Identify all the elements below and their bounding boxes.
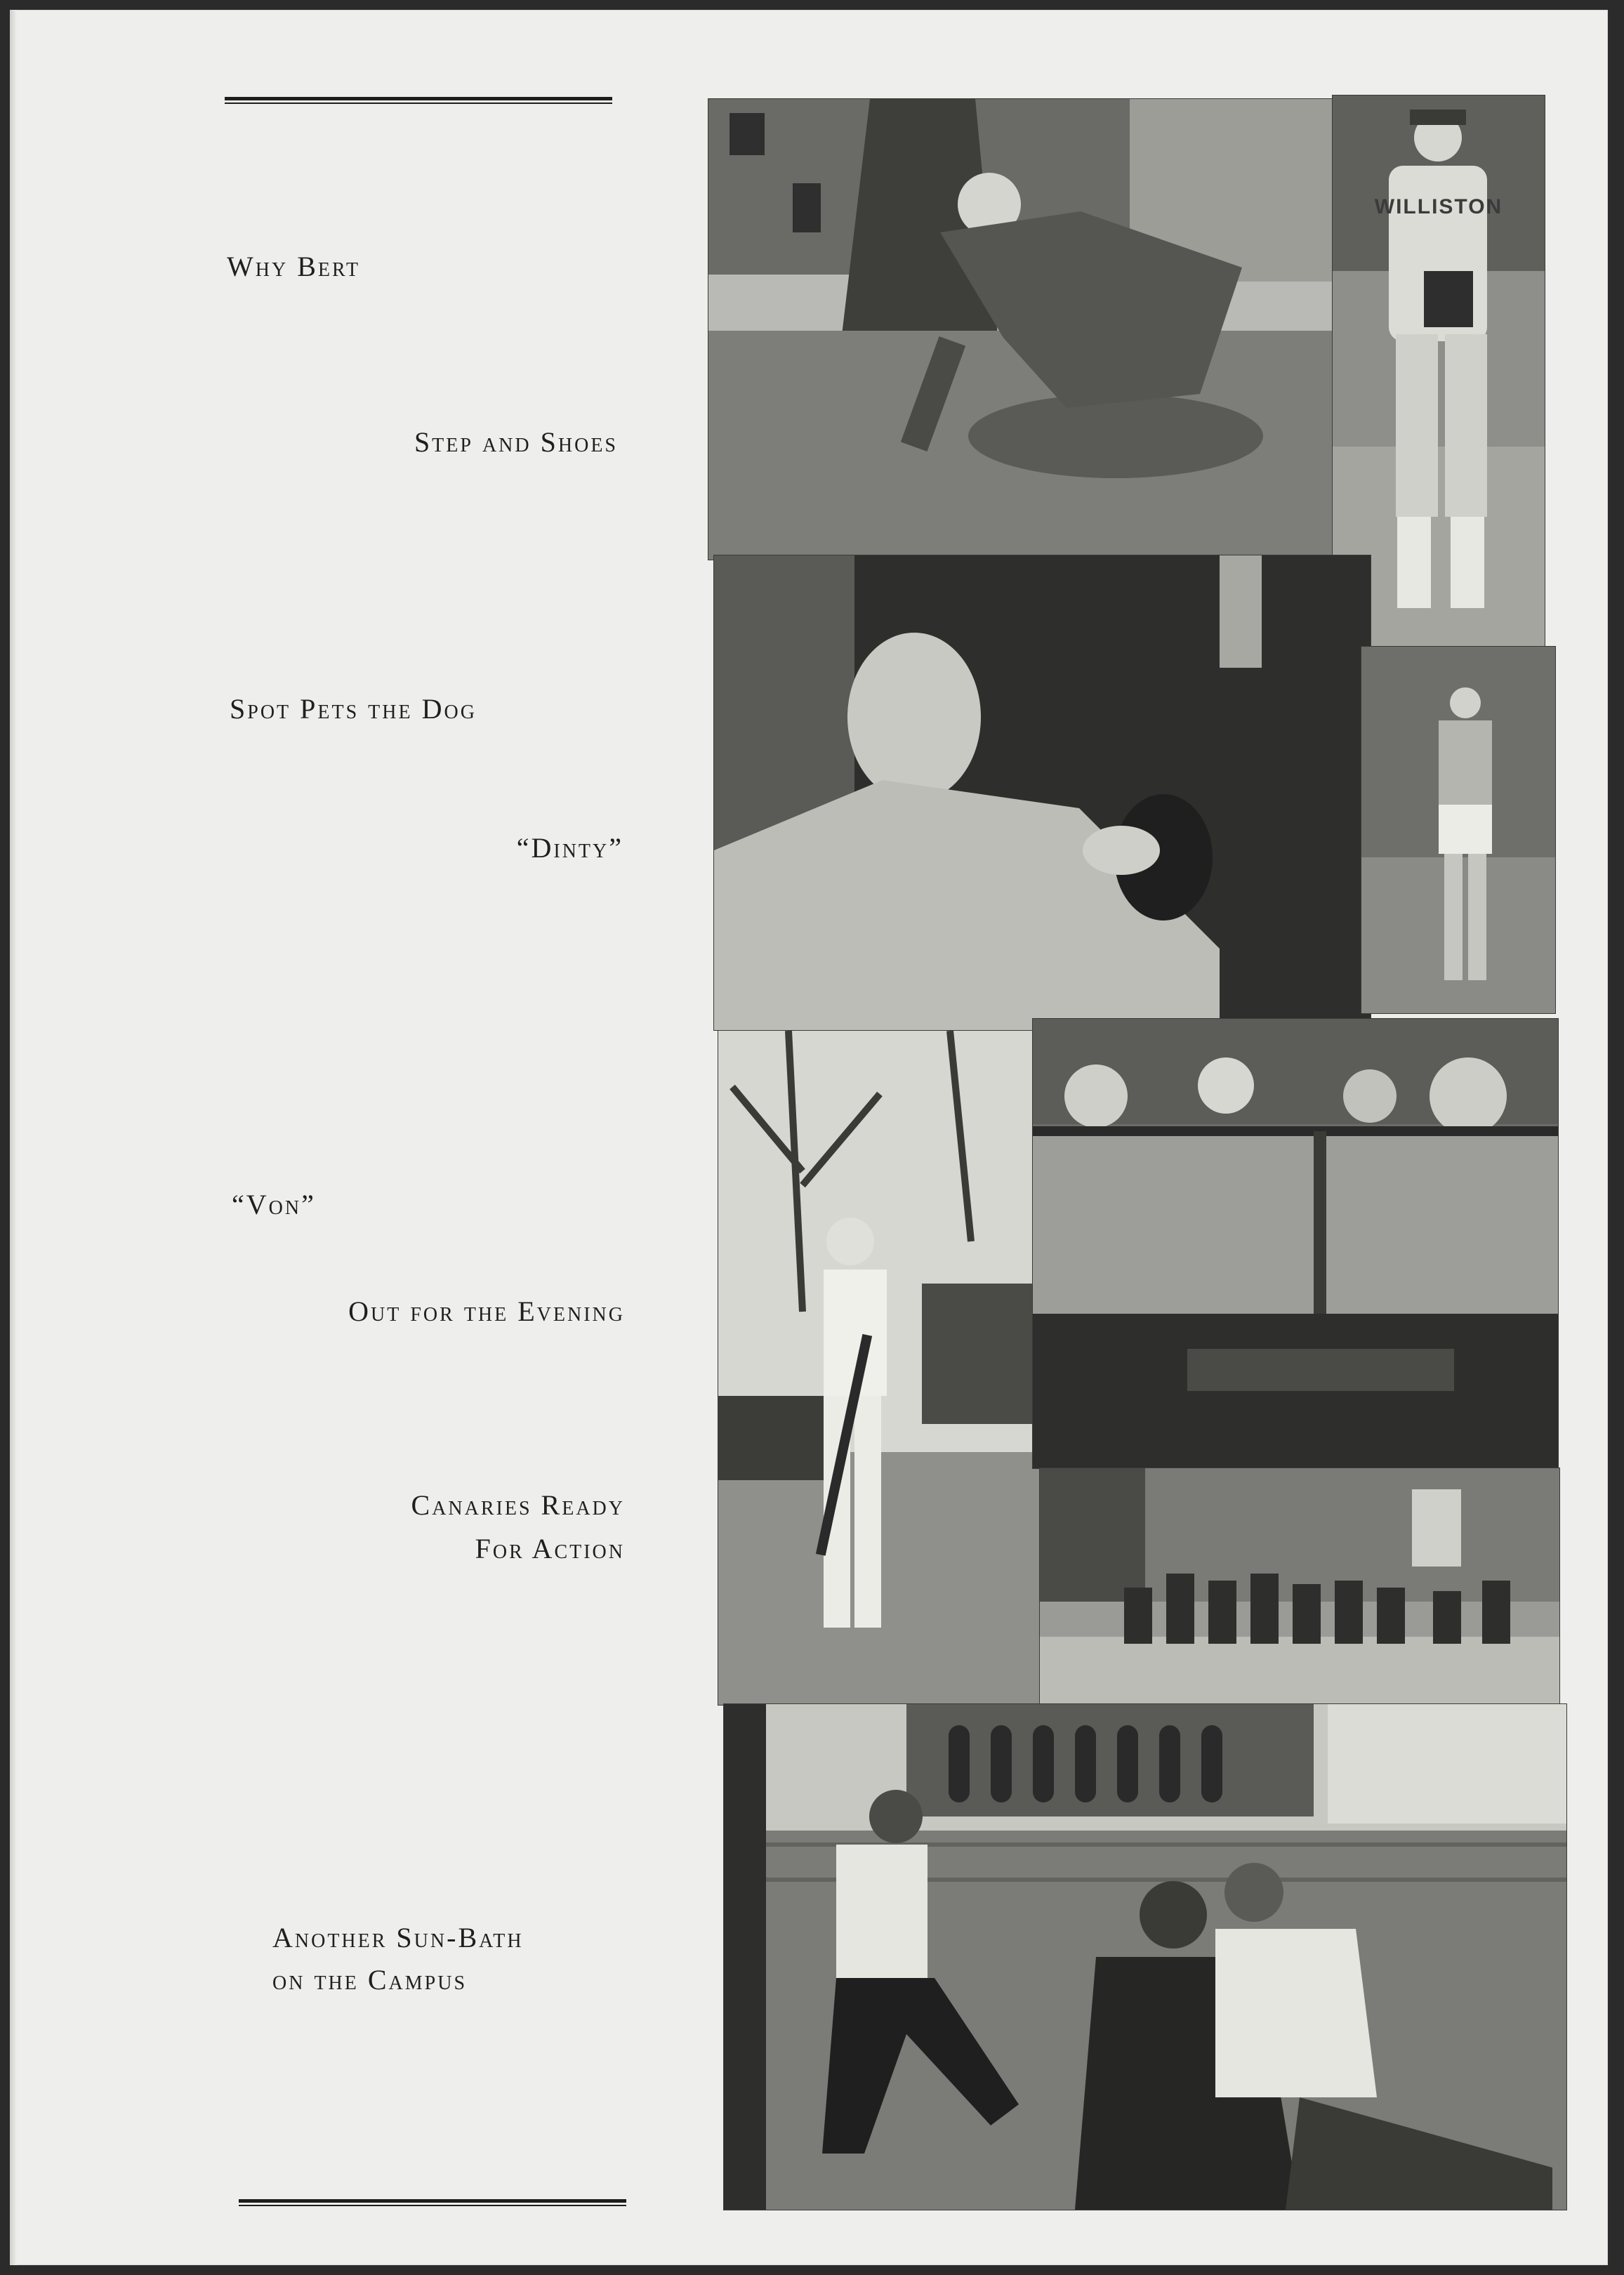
caption-von: “Von” bbox=[232, 1189, 316, 1220]
jersey-lettering: WILLISTON bbox=[1374, 194, 1503, 218]
caption-canaries-ready: Canaries Ready bbox=[411, 1489, 625, 1521]
bottom-rule bbox=[239, 2199, 626, 2206]
photo-why-bert bbox=[708, 98, 1338, 560]
caption-on-the-campus: on the Campus bbox=[272, 1964, 468, 1996]
caption-why-bert: Why Bert bbox=[227, 251, 361, 282]
caption-spot-pets-the-dog: Spot Pets the Dog bbox=[230, 693, 477, 725]
caption-out-for-the-evening: Out for the Evening bbox=[348, 1295, 625, 1327]
caption-dinty: “Dinty” bbox=[516, 832, 623, 864]
photo-canaries-ready-for-action bbox=[1039, 1468, 1560, 1706]
caption-for-action: For Action bbox=[475, 1533, 625, 1564]
photo-out-for-the-evening bbox=[1032, 1018, 1559, 1469]
photo-von bbox=[718, 1030, 1043, 1706]
photo-another-sun-bath bbox=[723, 1703, 1567, 2210]
photo-dinty bbox=[1361, 646, 1556, 1014]
caption-another-sun-bath: Another Sun-Bath bbox=[272, 1922, 524, 1953]
photo-spot-pets-the-dog bbox=[713, 555, 1371, 1031]
page-spine-shadow bbox=[10, 10, 17, 2265]
top-rule bbox=[225, 97, 612, 104]
caption-step-and-shoes: Step and Shoes bbox=[414, 426, 618, 458]
